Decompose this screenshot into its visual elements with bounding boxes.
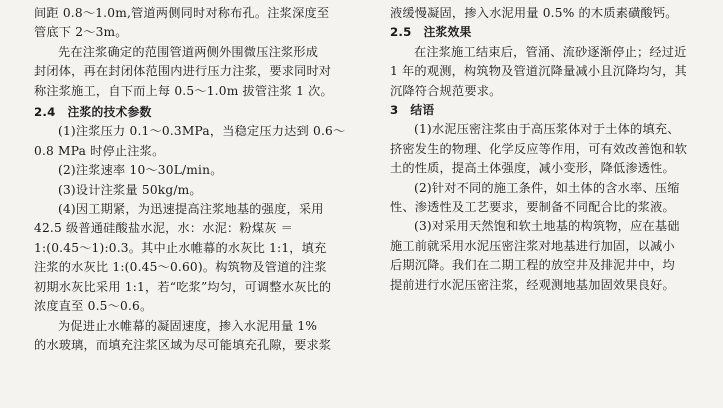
conclusion-line: (2)针对不同的施工条件，如土体的含水率、压缩 xyxy=(414,180,680,195)
param-line: 浓度直至 0.5～0.6。 xyxy=(34,299,153,314)
param-line: (4)因工期紧，为迅速提高注浆地基的强度，采用 xyxy=(58,202,324,217)
body-text-line: 管底下 2～3m。 xyxy=(34,25,128,40)
conclusion-line: 提前进行水泥压密注浆，经观测地基加固效果良好。 xyxy=(390,277,675,292)
right-column xyxy=(390,4,720,295)
section-heading xyxy=(390,23,720,42)
body-text-line: 1 年的观测，构筑物及管道沉降量减小且沉降均匀，其 xyxy=(390,64,687,79)
conclusion-line: 后期沉降。我们在二期工程的放空井及排泥井中，均 xyxy=(390,258,675,273)
body-text-line: 间距 0.8～1.0m,管道两侧同时对称布孔。注浆深度至 xyxy=(34,6,330,20)
section-heading xyxy=(34,103,370,122)
param-line: 的水玻璃，而填充注浆区域为尽可能填充孔隙，要求浆 xyxy=(34,337,332,352)
section-heading xyxy=(390,101,720,120)
section-number: 2.5 xyxy=(390,25,412,40)
param-line: 初期水灰比采用 1:1，若“吃浆”均匀，可调整水灰比的 xyxy=(34,279,332,294)
body-text-line: 称注浆施工，自下而上每 0.5～1.0m 拔管注浆 1 次。 xyxy=(34,83,333,98)
param-line: (2)注浆速率 10～30L/min。 xyxy=(58,163,223,178)
param-line: 注浆的水灰比 1:(0.45～0.60)。构筑物及管道的注浆 xyxy=(34,260,327,275)
param-line: (3)设计注浆量 50kg/m。 xyxy=(58,182,202,197)
conclusion-line: 挤密发生的物理、化学反应等作用，可有效改善饱和软 xyxy=(390,141,688,156)
body-text-line: 封闭体，再在封闭体范围内进行压力注浆，要求同时对 xyxy=(34,64,332,79)
section-number: 3 xyxy=(390,103,399,118)
conclusion-line: 土的性质，提高土体强度，减小变形，降低渗透性。 xyxy=(390,161,675,176)
section-title: 注浆效果 xyxy=(423,25,472,40)
conclusion-line: (1)水泥压密注浆由于高压浆体对于土体的填充、 xyxy=(414,122,680,137)
left-column xyxy=(34,4,370,355)
param-line: (1)注浆压力 0.1～0.3MPa，当稳定压力达到 0.6～ xyxy=(58,124,346,139)
body-text-line: 先在注浆确定的范围管道两侧外围微压注浆形成 xyxy=(58,44,319,59)
section-title: 注浆的技术参数 xyxy=(67,105,152,120)
section-number: 2.4 xyxy=(34,105,56,120)
param-line: 1:(0.45～1):0.3。其中止水帷幕的水灰比 1:1，填充 xyxy=(34,240,327,255)
param-line: 为促进止水帷幕的凝固速度，掺入水泥用量 1% xyxy=(58,318,318,333)
param-line: 0.8 MPa 时停止注浆。 xyxy=(34,143,165,158)
body-text-line: 在注浆施工结束后，管涌、流砂逐渐停止；经过近 xyxy=(414,44,687,59)
conclusion-line: 施工前就采用水泥压密注浆对地基进行加固，以减小 xyxy=(390,238,675,253)
section-title: 结语 xyxy=(410,103,435,118)
body-text-line: 液缓慢凝固，掺入水泥用量 0.5% 的木质素磺酸钙。 xyxy=(390,6,678,20)
param-line: 42.5 级普通硅酸盐水泥，水：水泥：粉煤灰 ＝ xyxy=(34,221,294,236)
conclusion-line: (3)对采用天然饱和软土地基的构筑物，应在基础 xyxy=(414,219,680,234)
body-text-line: 沉降符合规范要求。 xyxy=(390,83,502,98)
conclusion-line: 性、渗透性及工艺要求，要制备不同配合比的浆液。 xyxy=(390,200,675,215)
